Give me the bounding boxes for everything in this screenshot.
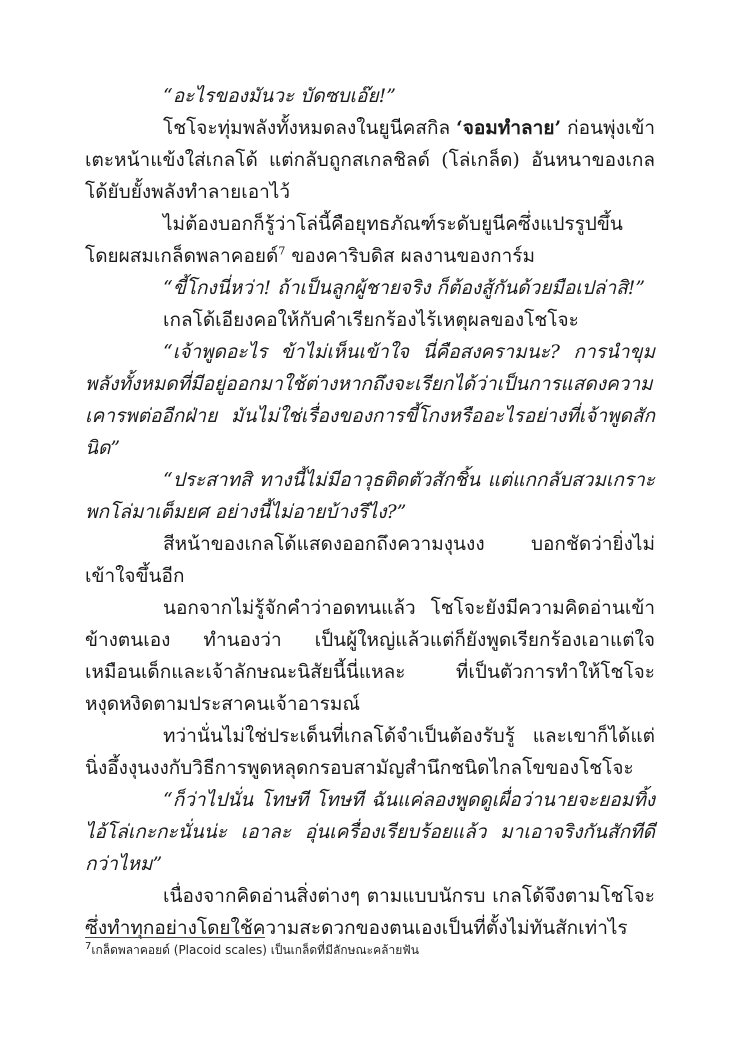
dialogue-paragraph: “ขี้โกงนี่หว่า! ถ้าเป็นลูกผู้ชายจริง ก็ต้องสู้กันด้วยมือเปล่าสิ!” bbox=[163, 277, 646, 299]
paragraph-text: โชโจะทุ่มพลังทั้งหมดลงในยูนีคสกิล bbox=[163, 117, 457, 139]
narration-paragraph: ทว่านั่นไม่ใช่ประเด็นที่เกลโด้จำเป็นต้องรับรู้ และเขาก็ได้แต่นิ่งอึ้งงุนงงกับวิธีการพูดหลุดกรอบสามัญสำนึกชนิดไกลโขของโชโจะ bbox=[85, 725, 655, 779]
body-text bbox=[85, 80, 655, 944]
dialogue-paragraph: “ก็ว่าไปนั่น โทษที โทษที ฉันแค่ลองพูดดูเผื่อว่านายจะยอมทิ้งไอ้โล่เกะกะนั่นน่ะ เอาละ อุ่นเครื่องเรียบร้อยแล้ว มาเอาจริงกันสักทีดีกว่าไหม” bbox=[85, 789, 655, 875]
narration-paragraph: สีหน้าของเกลโด้แสดงออกถึงความงุนงง บอกชัดว่ายิ่งไม่เข้าใจขึ้นอีก bbox=[85, 533, 655, 587]
footnote-divider bbox=[85, 937, 265, 938]
footnote-marker: 7 bbox=[278, 244, 286, 258]
dialogue-paragraph: “เจ้าพูดอะไร ข้าไม่เห็นเข้าใจ นี่คือสงครามนะ? การนำขุมพลังทั้งหมดที่มีอยู่ออกมาใช้ต่างหากถึงจะเรียกได้ว่าเป็นการแสดงความเคารพต่ออีกฝ่าย มันไม่ใช่เรื่องของการขี้โกงหรืออะไรอย่างที่เจ้าพูดสักนิด” bbox=[85, 341, 655, 459]
footnote bbox=[85, 942, 655, 958]
footnote-number: 7 bbox=[85, 941, 92, 952]
dialogue-paragraph: “ประสาทสิ ทางนี้ไม่มีอาวุธติดตัวสักชิ้น แต่แกกลับสวมเกราะพกโล่มาเต็มยศ อย่างนี้ไม่อายบ้างรึไง?” bbox=[85, 469, 655, 523]
paragraph-text: ไม่ต้องบอกก็รู้ว่าโล่นี้คือยุทธภัณฑ์ระดับยูนีคซึ่งแปรรูปขึ้นโดยผสมเกล็ดพลาคอยด์ bbox=[85, 213, 623, 267]
narration-paragraph bbox=[85, 112, 655, 208]
paragraph-text: ของคาริบดิส ผลงานของการ์ม bbox=[285, 245, 535, 267]
dialogue-paragraph: “อะไรของมันวะ บัดซบเอ๊ย!” bbox=[163, 85, 396, 107]
paragraph-text: ก่อนพุ่งเข้าเตะหน้าแข้งใส่เกลโด้ แต่กลับถูกสเกลชิลด์ (โล่เกล็ด) อันหนาของเกลโด้ยับยั้งพลังทำลายเอาไว้ bbox=[85, 117, 655, 203]
skill-name: ‘จอมทำลาย’ bbox=[456, 117, 562, 139]
footnote-text: เกล็ดพลาคอยด์ (Placoid scales) เป็นเกล็ดที่มีลักษณะคล้ายฟัน bbox=[91, 943, 419, 957]
narration-paragraph: เกลโด้เอียงคอให้กับคำเรียกร้องไร้เหตุผลของโชโจะ bbox=[163, 309, 579, 331]
narration-paragraph: เนื่องจากคิดอ่านสิ่งต่างๆ ตามแบบนักรบ เกลโด้จึงตามโชโจะซึ่งทำทุกอย่างโดยใช้ความสะดวกของตนเองเป็นที่ตั้งไม่ทันสักเท่าไร bbox=[85, 885, 655, 939]
narration-paragraph: นอกจากไม่รู้จักคำว่าอดทนแล้ว โชโจะยังมีความคิดอ่านเข้าข้างตนเอง ทำนองว่า เป็นผู้ใหญ่แล้วแต่ก็ยังพูดเรียกร้องเอาแต่ใจเหมือนเด็กและเจ้าลักษณะนิสัยนี้นี่แหละ ที่เป็นตัวการทำให้โชโจะหงุดหงิดตามประสาคนเจ้าอารมณ์ bbox=[85, 597, 655, 715]
narration-paragraph bbox=[85, 208, 655, 272]
